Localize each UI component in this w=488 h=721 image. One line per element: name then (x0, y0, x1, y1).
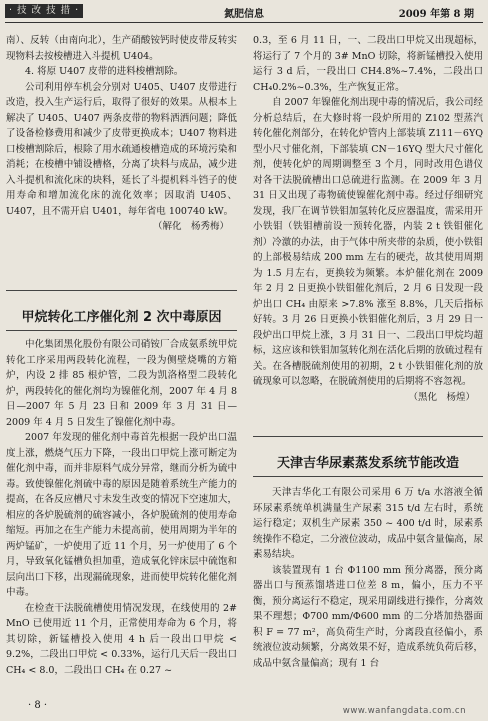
section-tag: · 技 改 技 措 · (5, 4, 83, 18)
paragraph: 该装置现有 1 台 Φ1100 mm 预分离器，预分离器出口与预蒸馏塔进口位差 8 m，偏小，压力不平衡，预分离运行不稳定，现采用副线进行操作，分离效果不理想；Φ700 mm/Φ600 mm 的二分塔加热器面积 F = 77 m²，高负荷生产时，分离段直径偏小，系统液位波动频繁，分离效果不好，造成系统负荷后移，成品中氨含量偏高；现有 1 台 (253, 564, 483, 669)
article-divider (253, 436, 483, 437)
paragraph: 在检查干法脱硫槽使用情况发现，在线使用的 2# MnO 已使用近 11 个月，正常使用寿命为 6 个月，将其切除，新锰槽投入使用 4 h 后一段出口甲烷 < 9.2%，二段出口甲烷 < 0.33%，运行几天后一段出口 CH₄ < 8.0，二段出口 CH₄ 在 0.27 ~ (6, 602, 237, 676)
page-header (0, 0, 488, 30)
article-divider (253, 476, 483, 477)
left-column-top (6, 33, 237, 235)
paragraph: 南）、反转（由南向北），生产硝酸铵钙时使皮带反转实现物料去按梭槽进入斗提机 U404。 (6, 35, 237, 62)
page-number: · 8 · (28, 700, 48, 711)
paragraph: 公司利用停车机会分别对 U405、U407 皮带进行改造，投入生产运行后，取得了很好的效果。从根本上解决了 U405、U407 两条皮带的物料洒洒问题；降低了设备检修费用和减少了皮带更换成本；U407 物料进口梭槽割除后，根除了用水疏通梭槽造成的环境污染和消耗；在梭槽中铺设槽格，分离了块料与成品，减少进入斗提机和流化床的块料，延长了斗提机料斗铛子的使用寿命和增加流化床的流化效率；因取消 U405、U407，且不需开启 U401，每年省电 100740 kW。 (6, 81, 237, 217)
article-title: 天津吉华尿素蒸发系统节能改造 (276, 456, 459, 471)
right-article2-body (253, 485, 483, 671)
article-divider (6, 290, 237, 291)
signature: （黑化 杨煌） (408, 391, 475, 403)
journal-title: 氮肥信息 (224, 9, 264, 20)
article-title: 甲烷转化工序催化剂 2 次中毒原因 (21, 310, 222, 325)
paragraph: 4. 将原 U407 皮带的进料梭槽割除。 (25, 66, 184, 77)
left-article-body (6, 337, 237, 678)
paragraph: 中化集团黑化股份有限公司硝铵厂合成氨系统甲烷转化工序采用两段转化流程，一段为侧壁烧嘴的方箱炉，内设 2 排 85 根炉管，二段为凯洛格型二段转化炉，两段转化的催化剂均为镍催化剂，2007 年 4 月 8 日—2007 年 5 月 23 日和 2009 年 3 月 31 日—2009 年 4 月 5 日发生了镍催化剂中毒。 (6, 339, 237, 428)
header-rule (5, 22, 483, 23)
paragraph: 自 2007 年镍催化剂出现中毒的情况后，我公司经分析总结后，在大修时将一段炉所用的 Z102 型蒸汽转化催化剂部分，在转化炉管内上部装填 Z111－6YQ 型小尺寸催化剂，下部装填 CN－16YQ 型大尺寸催化剂，使转化炉的周期调整至 3 个月，同时改用色谱仪对各干法脱硫槽出口总硫进行监测。在 2009 年 3 月 31 日又出现了毒物硫使镍催化剂中毒。经过仔细研究发现，我厂在调节铁钼加氢转化反应器温度，需采用开小铁钼（铁钼槽前设一预转化器，内装 2 t 铁钼催化剂）冷激的办法，由于气体中所夹带的杂质，使小铁钼的上部极易结成 200 mm 左右的硬壳，故其使用周期为 1.5 月左右，更换较为频繁。本炉催化剂在 2009 年 2 月 2 日更换小铁钼催化剂后，2 月 6 日发现一段炉出口 CH₄ 由原来 >7.8% 涨至 8.8%，几天后指标好转。3 月 26 日更换小铁钼催化剂后，3 月 29 日一段炉出口甲烷上涨，3 月 31 日一、二段出口甲烷均超标，这应该和铁钼加氢转化剂在活化后期的放硫过程有关。在各槽脱硫剂使用的初期，2 t 小铁钼催化剂的放硫现象可以忽略，在脱硫剂使用的后期将不容忽视。 (253, 97, 483, 387)
signature: （解化 杨秀梅） (152, 221, 229, 232)
right-article-body (253, 33, 483, 405)
paragraph: 0.3，至 6 月 11 日，一、二段出口甲烷又出现超标，将运行了 7 个月的 3# MnO 切除，将新锰槽投入使用运行 3 d 后，一段出口 CH4.8%~7.4%，二段出口 CH₄0.2%~0.3%，生产恢复正常。 (253, 35, 483, 93)
watermark: www.wanfangdata.com.cn (342, 706, 466, 716)
paragraph: 天津吉华化工有限公司采用 6 万 t/a 水溶液全循环尿素系统单机满量生产尿素 315 t/d 左右时，系统运行稳定；双机生产尿素 350 ~ 400 t/d 时，尿素系统操作不稳定，二分液位波动，成品中氨含量偏高，尿素易结块。 (253, 487, 483, 560)
article-divider (6, 330, 237, 331)
issue-number: 2009 年第 8 期 (398, 9, 474, 20)
paragraph: 2007 年发现的催化剂中毒首先根据一段炉出口温度上涨，燃烧气压力下降，一段出口甲烷上涨可断定为催化剂中毒，而并非原料气成分异常，继而分析为硫中毒。致使镍催化剂硫中毒的原因是随着系统生产能力的提高，在各反应槽尺寸未发生改变的情况下空速加大，相应的各炉脱硫剂的硫容减小，各炉脱硫剂的使用寿命缩短。再加之在生产能力未提高前，使用周期为半年的两炉锰矿，一炉使用了近 11 个月，另一炉使用了 6 个月，导致氧化锰槽负担加重，造成氧化锌床层中硫饱和层向出口下移，出现漏硫现象，进而使甲烷转化催化剂中毒。 (6, 432, 237, 598)
